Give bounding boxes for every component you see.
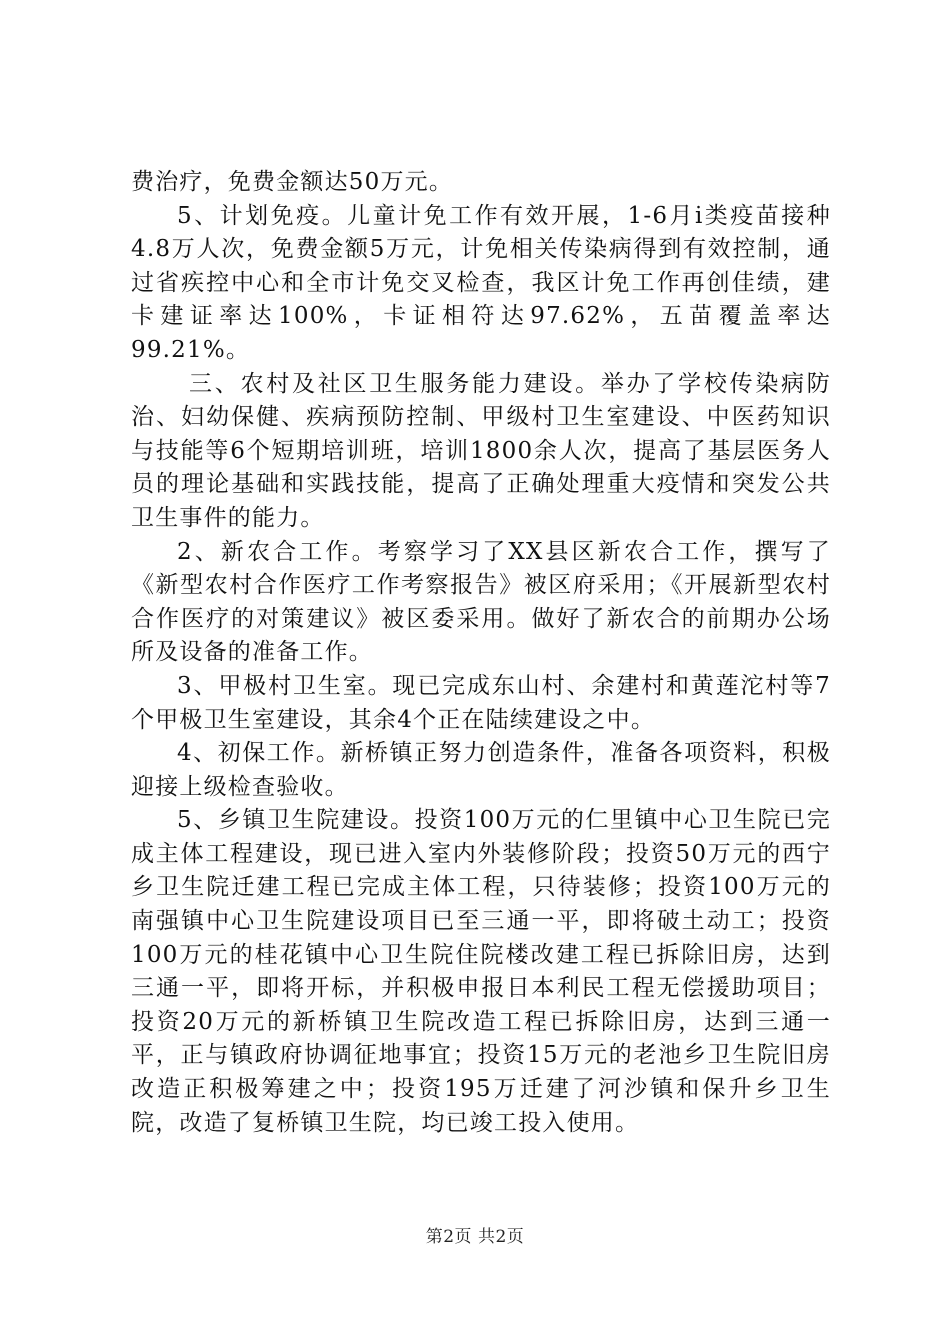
paragraph-continuation: 费治疗，免费金额达50万元。: [131, 169, 454, 195]
page-footer: 第2页 共2页: [425, 1227, 525, 1247]
paragraph-immunization: 5、计划免疫。儿童计免工作有效开展，1-6月ⅰ类疫苗接种4.8万人次，免费金额5万元，计免相关传染病得到有效控制，通过省疾控中心和全市计免交叉检查，我区计免工作再创佳绩，建卡建证率达100%，卡证相符达97.62%，五苗覆盖率达99.21%。: [131, 202, 831, 363]
paragraph-section-three: 三、农村及社区卫生服务能力建设。举办了学校传染病防治、妇幼保健、疾病预防控制、甲级村卫生室建设、中医药知识与技能等6个短期培训班，培训1800余人次，提高了基层医务人员的理论基础和实践技能，提高了正确处理重大疫情和突发公共卫生事件的能力。: [131, 370, 831, 531]
paragraph-rural-cooperative: 2、新农合工作。考察学习了XX县区新农合工作，撰写了《新型农村合作医疗工作考察报告》被区府采用；《开展新型农村合作医疗的对策建议》被区委采用。做好了新农合的前期办公场所及设备的准备工作。: [131, 538, 831, 666]
paragraph-primary-care: 4、初保工作。新桥镇正努力创造条件，准备各项资料，积极迎接上级检查验收。: [131, 740, 831, 800]
paragraph-township-hospital: 5、乡镇卫生院建设。投资100万元的仁里镇中心卫生院已完成主体工程建设，现已进入室内外装修阶段；投资50万元的西宁乡卫生院迁建工程已完成主体工程，只待装修；投资100万元的南强镇中心卫生院建设项目已至三通一平，即将破土动工；投资100万元的桂花镇中心卫生院住院楼改建工程已拆除旧房，达到三通一平，即将开标，并积极申报日本利民工程无偿援助项目；投资20万元的新桥镇卫生院改造工程已拆除旧房，达到三通一平，正与镇政府协调征地事宜；投资15万元的老池乡卫生院旧房改造正积极筹建之中；投资195万迁建了河沙镇和保升乡卫生院，改造了复桥镇卫生院，均已竣工投入使用。: [131, 807, 831, 1136]
document-body: [131, 166, 831, 1140]
paragraph-village-clinic: 3、甲极村卫生室。现已完成东山村、余建村和黄莲沱村等7个甲极卫生室建设，其余4个正在陆续建设之中。: [131, 672, 831, 733]
